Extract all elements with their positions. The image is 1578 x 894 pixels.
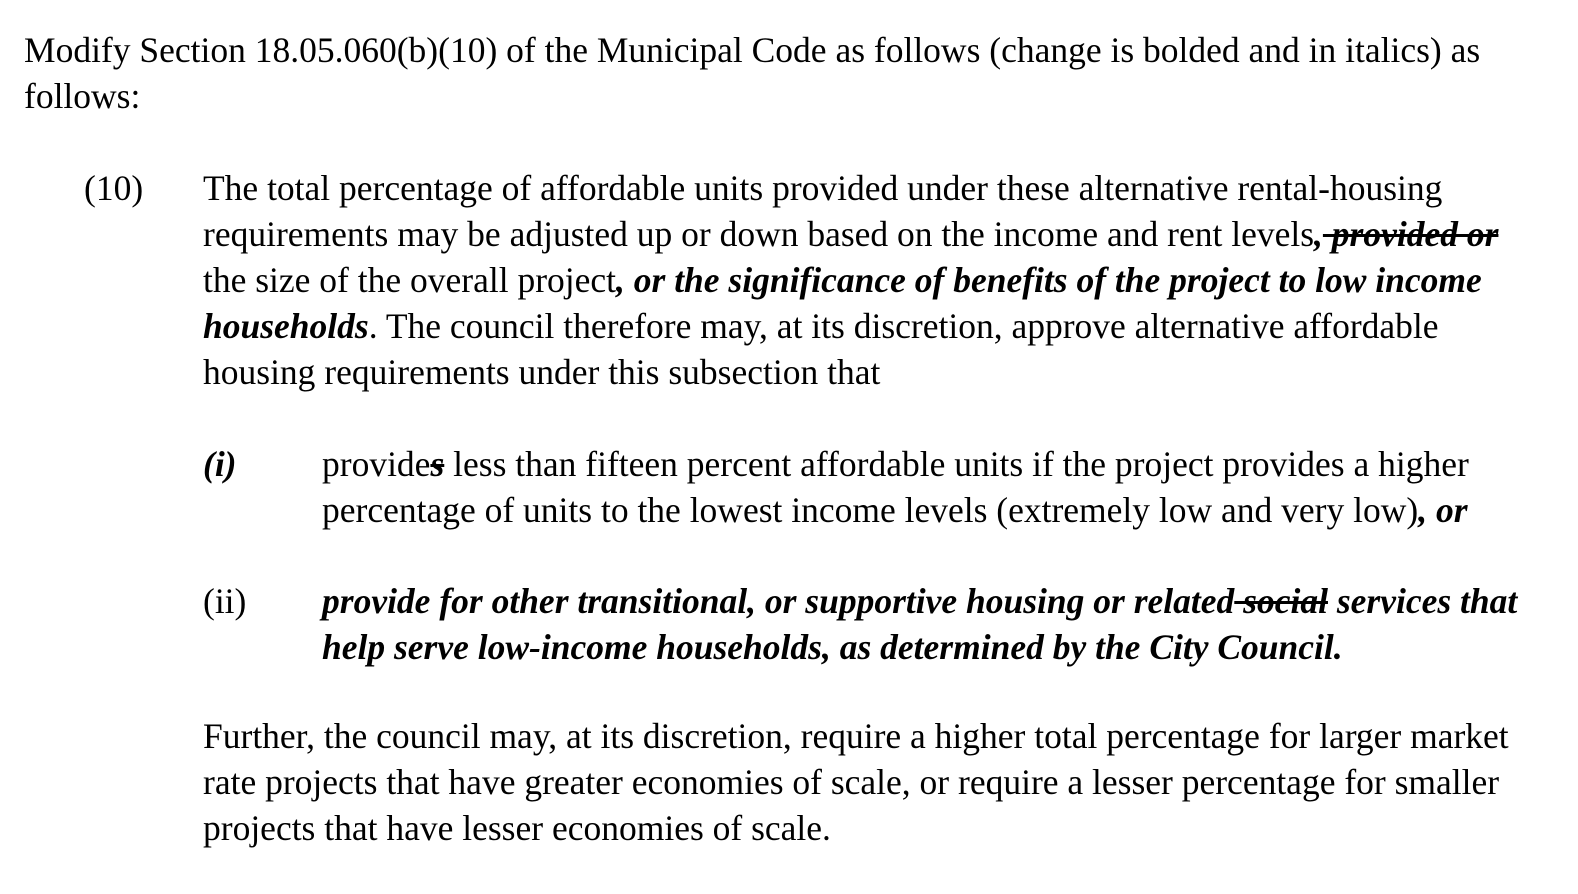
item-i-number: (i) bbox=[203, 444, 237, 484]
item-ii-text-b: services that help serve low-income households, as determined by the City Council. bbox=[322, 581, 1518, 667]
section-text-3: . The council therefore may, at its discretion, approve alternative affordable housing requirements under this subsection that bbox=[203, 306, 1439, 392]
inserted-comma: , bbox=[1314, 214, 1323, 254]
item-ii-text bbox=[322, 578, 1542, 670]
item-ii-text-a: provide for other transitional, or supportive housing or related bbox=[322, 581, 1235, 621]
deleted-social: social bbox=[1234, 581, 1328, 621]
deleted-provided-or: provided or bbox=[1322, 214, 1499, 254]
item-i-text bbox=[322, 441, 1542, 533]
section-text-2: the size of the overall project bbox=[203, 260, 616, 300]
intro-paragraph: Modify Section 18.05.060(b)(10) of the Municipal Code as follows (change is bolded and in italics) as follows: bbox=[24, 30, 1481, 116]
section-number: (10) bbox=[84, 168, 144, 208]
closing-paragraph: Further, the council may, at its discretion, require a higher total percentage for larger market rate projects that have greater economies of scale, or require a lesser percentage for smaller projects that have lesser economies of scale. bbox=[203, 716, 1509, 848]
inserted-or: , or bbox=[1418, 490, 1468, 530]
item-i-text-a: provide bbox=[322, 444, 431, 484]
item-ii-number: (ii) bbox=[203, 581, 247, 621]
item-i-text-b: less than fifteen percent affordable units if the project provides a higher percentage of units to the lowest income levels (extremely low and very low) bbox=[322, 444, 1469, 530]
deleted-s: s bbox=[430, 444, 445, 484]
section-text-1: The total percentage of affordable units provided under these alternative rental-housing requirements may be adjusted up or down based on the income and rent levels bbox=[203, 168, 1443, 254]
section-paragraph bbox=[203, 165, 1533, 395]
inserted-significance-clause: , or the significance of benefits of the project to low income households bbox=[203, 260, 1482, 346]
